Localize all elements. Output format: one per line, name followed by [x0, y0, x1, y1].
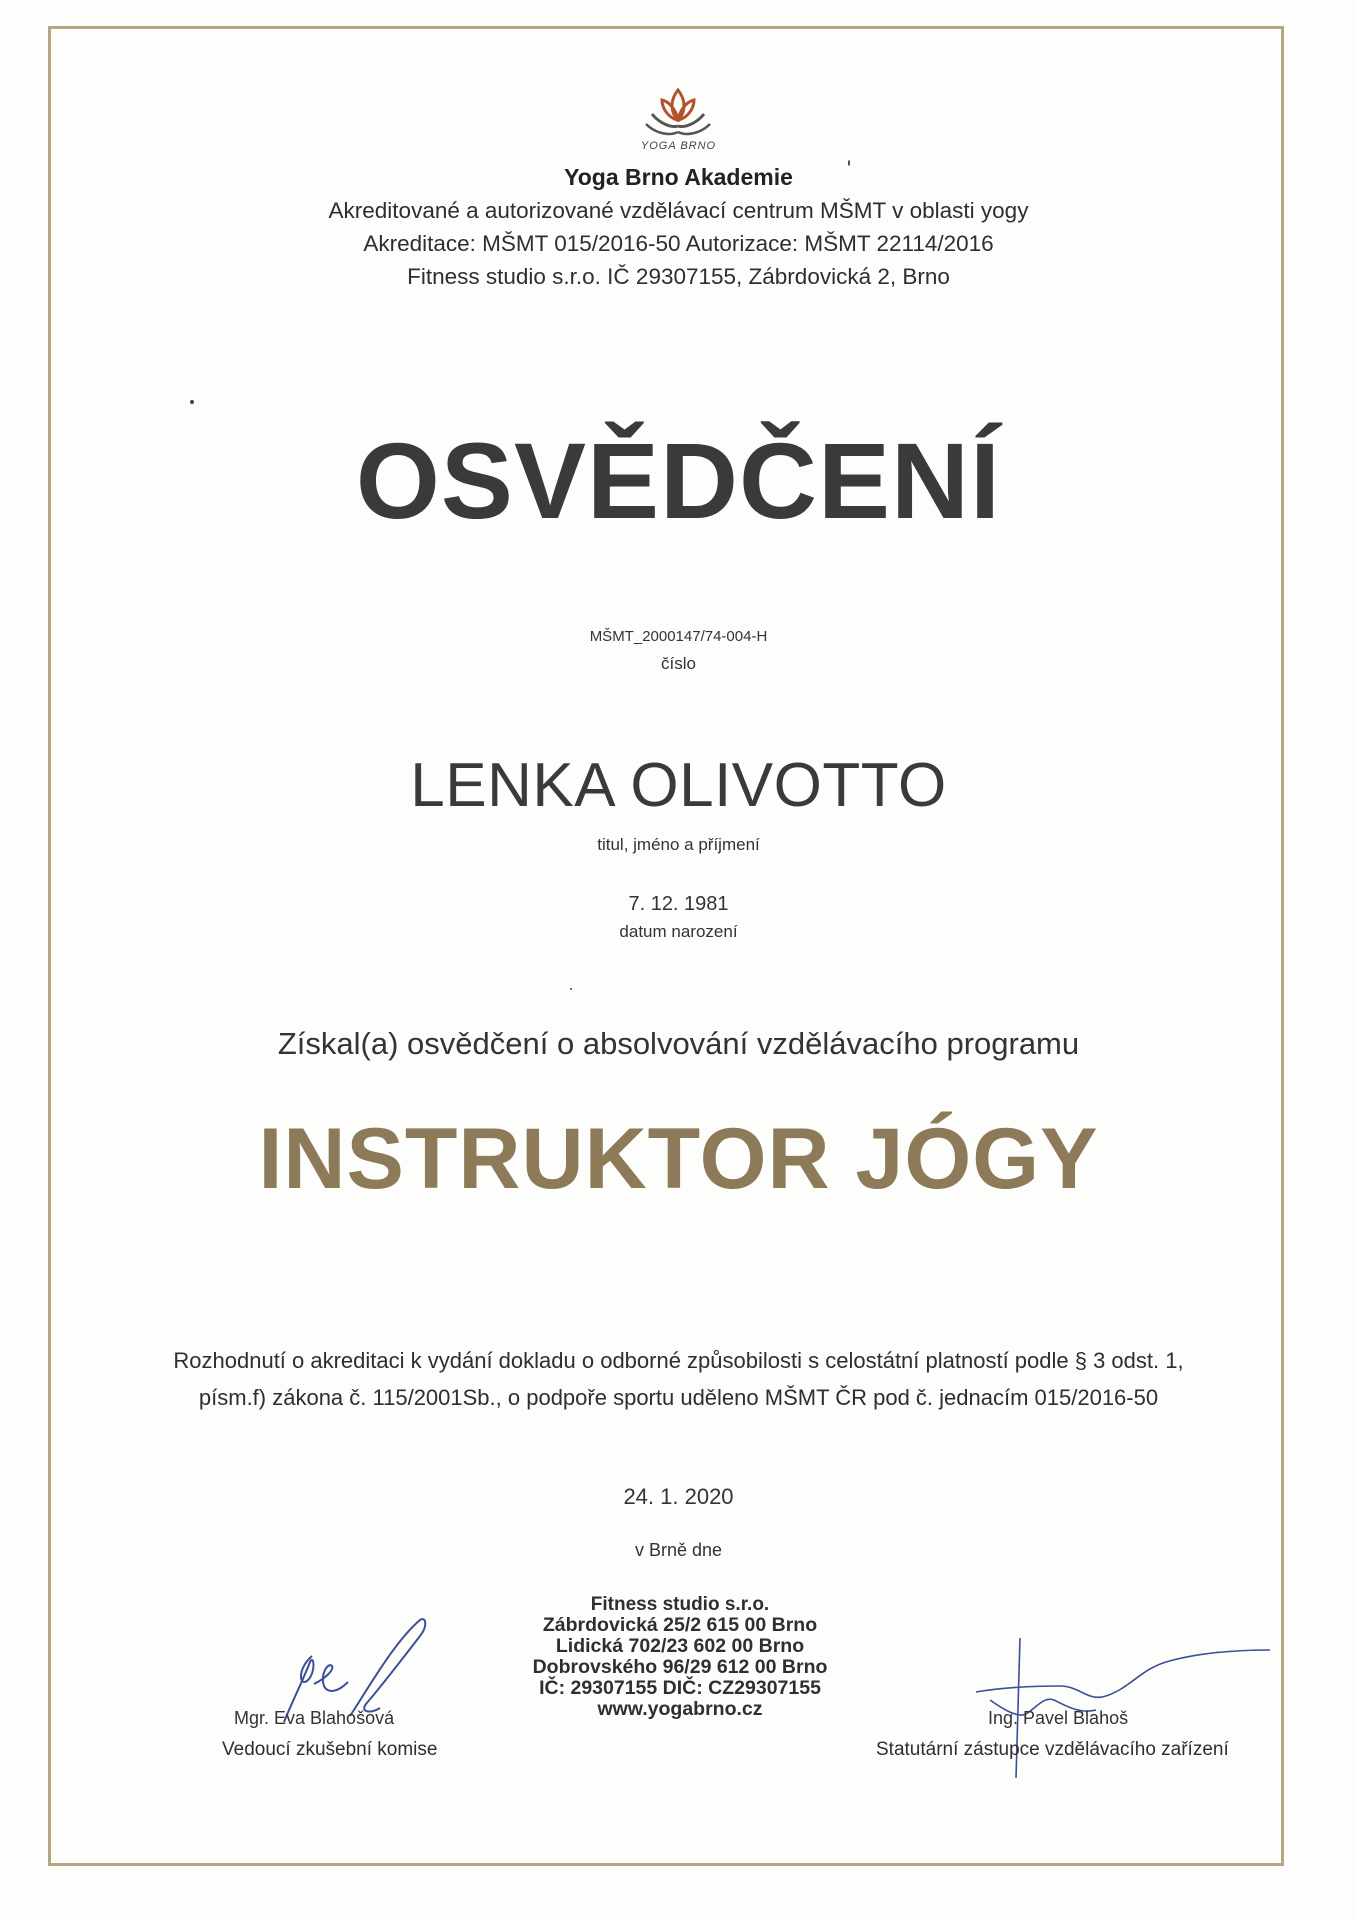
left-signatory-name: Mgr. Eva Blahošová: [234, 1708, 395, 1728]
certificate-number: MŠMT_2000147/74-004-H: [589, 628, 768, 645]
logo-wordmark: YOGA BRNO: [640, 140, 717, 152]
stamp-company: Fitness studio s.r.o.: [590, 1594, 770, 1615]
scan-speck: [848, 160, 850, 166]
left-signatory-role: Vedoucí zkušební komise: [222, 1739, 438, 1760]
holder-name: LENKA OLIVOTTO: [410, 751, 947, 820]
certificate-title: OSVĚDČENÍ: [355, 420, 1002, 541]
right-signatory-role: Statutární zástupce vzdělávacího zařízení: [876, 1739, 1229, 1760]
stamp-address-3: Dobrovského 96/29 612 00 Brno: [532, 1656, 828, 1678]
completion-statement: Získal(a) osvědčení o absolvování vzdělávacího programu: [277, 1026, 1080, 1061]
decision-line-2: písm.f) zákona č. 115/2001Sb., o podpoře sportu uděleno MŠMT ČR pod č. jednacím 015/2016-50: [198, 1385, 1159, 1410]
certificate-frame: [48, 26, 1284, 1866]
certificate-number-label: číslo: [661, 654, 696, 673]
scan-speck: [570, 988, 572, 990]
accreditation-numbers: Akreditace: MŠMT 015/2016-50 Autorizace: MŠMT 22114/2016: [363, 231, 994, 256]
birth-date-label: datum narození: [619, 922, 738, 941]
organization-address: Fitness studio s.r.o. IČ 29307155, Zábrdovická 2, Brno: [407, 264, 950, 289]
holder-name-label: titul, jméno a příjmení: [597, 835, 760, 854]
company-stamp: [500, 1594, 860, 1720]
stamp-address-1: Zábrdovická 25/2 615 00 Brno: [542, 1614, 818, 1636]
right-signatory-name: Ing. Pavel Blahoš: [988, 1708, 1129, 1728]
issue-place: v Brně dne: [634, 1540, 723, 1560]
right-signatory: [876, 1708, 1229, 1761]
stamp-website: www.yogabrno.cz: [597, 1698, 763, 1720]
accreditation-description: Akreditované a autorizované vzdělávací centrum MŠMT v oblasti yogy: [328, 198, 1029, 223]
decision-line-1: Rozhodnutí o akreditaci k vydání dokladu o odborné způsobilosti s celostátní platností podle § 3 odst. 1,: [173, 1348, 1184, 1373]
left-signatory: [222, 1708, 438, 1761]
program-name: INSTRUKTOR JÓGY: [258, 1111, 1099, 1207]
issue-date: 24. 1. 2020: [623, 1484, 734, 1509]
stamp-ids: IČ: 29307155 DIČ: CZ29307155: [539, 1677, 821, 1699]
organization-name: Yoga Brno Akademie: [564, 164, 793, 190]
accreditation-decision: [0, 1342, 1357, 1416]
scan-speck: [190, 400, 194, 404]
birth-date: 7. 12. 1981: [628, 893, 729, 915]
stamp-address-2: Lidická 702/23 602 00 Brno: [555, 1635, 805, 1657]
